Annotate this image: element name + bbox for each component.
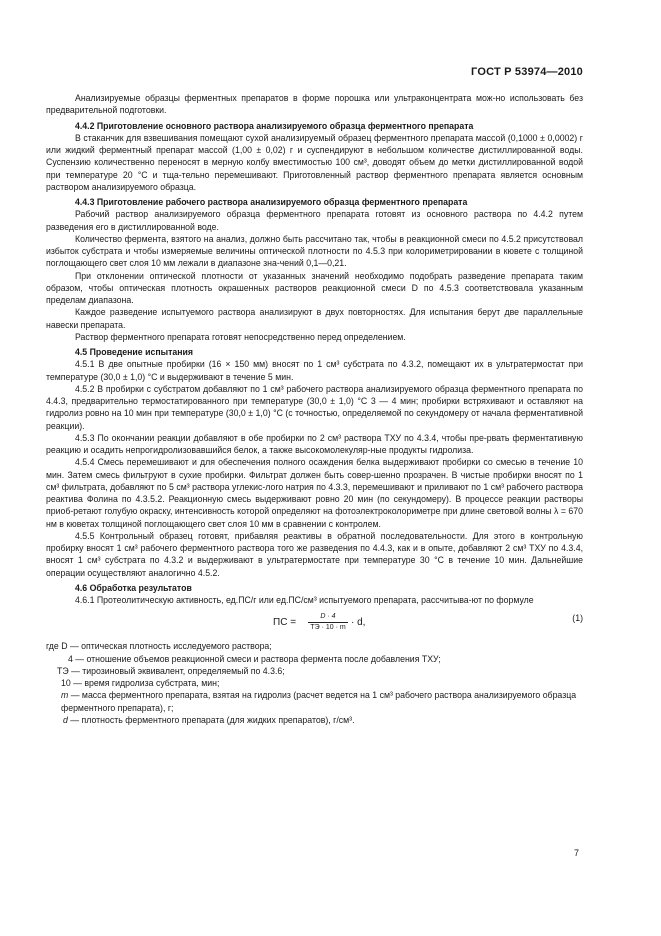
definitions-list bbox=[46, 640, 583, 726]
paragraph: 4.6.1 Протеолитическую активность, ед.ПС/г или ед.ПС/см³ испытуемого препарата, рассчитыва-ют по формуле bbox=[75, 595, 534, 605]
paragraph: Каждое разведение испытуемого раствора анализируют в двух повторностях. Для испытания берут две параллельные навески препарата. bbox=[46, 307, 583, 330]
definition-symbol: где D — bbox=[46, 641, 79, 652]
page-number: 7 bbox=[573, 848, 579, 858]
paragraph: Анализируемые образцы ферментных препаратов в форме порошка или ультраконцентрата мож-но использовать без предварительной подготовки. bbox=[46, 93, 583, 116]
section-heading-4-4-3: 4.4.3 Приготовление рабочего раствора анализируемого образца ферментного препарата bbox=[75, 197, 468, 207]
definition-symbol: 4 — bbox=[68, 653, 85, 664]
paragraph: 4.5.1 В две опытные пробирки (16 × 150 мм) вносят по 1 см³ субстрата по 4.3.2, помещают их в ультратермостат при температуре (30,0 ± 1,0) °С и выдерживают в течение 5 мин. bbox=[46, 359, 583, 382]
definition-symbol: m — bbox=[61, 690, 80, 701]
definition-symbol: 10 — bbox=[61, 678, 82, 688]
standard-header: ГОСТ Р 53974—2010 bbox=[471, 66, 583, 78]
paragraph: 4.5.5 Контрольный образец готовят, прибавляя реактивы в обратной последовательности. Для этого в контрольную пробирку вносят 1 см³ рабочего ферментного раствора того же разведения по 4.4.3, как и в опыте, добавляют 2 см³ ТХУ по 4.3.4, вносят 1 см³ субстрата по 4.3.2 и выдерживают в ультратермостате при температуре 30 °С в течение 10 мин. Дальнейшие операции осуществляют аналогично 4.5.2. bbox=[46, 530, 583, 578]
definition-text: масса ферментного препарата, взятая на гидролиз (расчет ведется на 1 см³ рабочего раствора анализируемого образца ферментного препарата), г; bbox=[61, 690, 577, 713]
formula-lhs: ПС = bbox=[273, 617, 297, 629]
definition-text: тирозиновый эквивалент, определяемый по 4.3.6; bbox=[82, 665, 285, 676]
definition-item bbox=[46, 714, 583, 726]
paragraph: 4.5.2 В пробирки с субстратом добавляют по 1 см³ рабочего раствора анализируемого образца ферментного препарата по 4.4.3, предварительно термостатированного при температуре (30,0 ± 1,0) °С 3 — 4 мин; пробирки встряхивают и оставляют на гидролиз ровно на 10 мин при температуре (30,0 ± 1,0) °С (с точностью, определяемой по секундомеру от начала ферментативной реакции). bbox=[46, 383, 583, 431]
definition-text: оптическая плотность исследуемого раствора; bbox=[81, 641, 272, 652]
formula-1 bbox=[46, 609, 583, 639]
paragraph: Количество фермента, взятого на анализ, должно быть рассчитано так, чтобы в реакционной смеси по 4.5.2 присутствовал избыток субстрата и чтобы измеряемые величины оптической плотности по 4.5.3 при колориметрировании в кювете с толщиной поглощающего свет слоя 10 мм лежали в диапазоне зна-чений 0,1—0,21. bbox=[46, 233, 583, 269]
formula-denominator: ТЭ · 10 · m bbox=[308, 622, 348, 633]
formula-number: (1) bbox=[572, 613, 583, 624]
definition-item bbox=[46, 689, 583, 714]
section-heading-4-5: 4.5 Проведение испытания bbox=[75, 347, 194, 357]
formula-fraction bbox=[308, 612, 348, 633]
section-heading-4-6: 4.6 Обработка результатов bbox=[75, 582, 192, 593]
definition-item bbox=[46, 677, 583, 689]
paragraph: 4.5.3 По окончании реакции добавляют в обе пробирки по 2 см³ раствора ТХУ по 4.3.4, чтобы пре-рвать ферментативную реакцию и осадить непрогидролизовавшийся белок, а также высокомолекуляр-ные продукты гидролиза. bbox=[46, 432, 583, 455]
paragraph: При отклонении оптической плотности от указанных значений необходимо подобрать разведение препарата таким образом, чтобы оптическая плотность окрашенных растворов реакционной смеси D по 4.5.3 соответствовала указанным пределам диапазона. bbox=[46, 270, 583, 305]
definition-item bbox=[46, 665, 583, 677]
paragraph: В стаканчик для взвешивания помещают сухой анализируемый образец ферментного препарата массой (0,1000 ± 0,0002) г или жидкий ферментный препарат массой (1,00 ± 0,02) г и суспендируют в небольшом количестве дистиллированной воды. Суспензию количественно переносят в мерную колбу вместимостью 100 см³, доводят объем до метки дистиллированной водой при температуре 20 °С и тща-тельно перемешивают. Приготовленный раствор ферментного препарата является основным раствором анализируемого образца. bbox=[46, 132, 583, 192]
paragraph: Раствор ферментного препарата готовят непосредственно перед определением. bbox=[75, 331, 406, 342]
definition-text: время гидролиза субстрата, мин; bbox=[84, 678, 220, 688]
definition-text: отношение объемов реакционной смеси и раствора фермента после добавления ТХУ; bbox=[86, 653, 441, 664]
definition-text: плотность ферментного препарата (для жидких препаратов), г/см³. bbox=[81, 714, 355, 725]
formula-rhs: · d, bbox=[351, 617, 366, 629]
formula-numerator: D · 4 bbox=[320, 613, 336, 621]
section-heading-4-4-2: 4.4.2 Приготовление основного раствора анализируемого образца ферментного препарата bbox=[75, 120, 474, 131]
paragraph: 4.5.4 Смесь перемешивают и для обеспечения полного осаждения белка выдерживают пробирки со смесью в течение 10 мин. Затем смесь фильтруют в сухие пробирки. Фильтрат должен быть совер-шенно прозрачен. В чистые пробирки вносят по 1 см³ фильтрата, добавляют по 5 см³ раствора углекис-лого натрия по 4.3.3, перемешивают и приливают по 1 см³ рабочего раствора реактива Фолина по 4.3.5.2. Реакционную смесь выдерживают ровно 20 мин (по секундомеру). В процессе реакции растворы приоб-ретают голубую окраску, интенсивность которой определяют на фотоэлектроколориметре при длине световой волны λ = 670 нм в кюветах толщиной поглощающего свет слоя 10 мм в сравнении с контролем. bbox=[46, 457, 583, 529]
definition-symbol: ТЭ — bbox=[57, 665, 80, 676]
definition-symbol: d — bbox=[63, 714, 80, 725]
document-body bbox=[46, 92, 583, 726]
definition-item bbox=[46, 640, 583, 652]
paragraph: Рабочий раствор анализируемого образца ферментного препарата готовят из основного раствора по 4.4.2 путем разведения его в дистиллированной воде. bbox=[46, 209, 583, 232]
definition-item bbox=[46, 653, 583, 665]
